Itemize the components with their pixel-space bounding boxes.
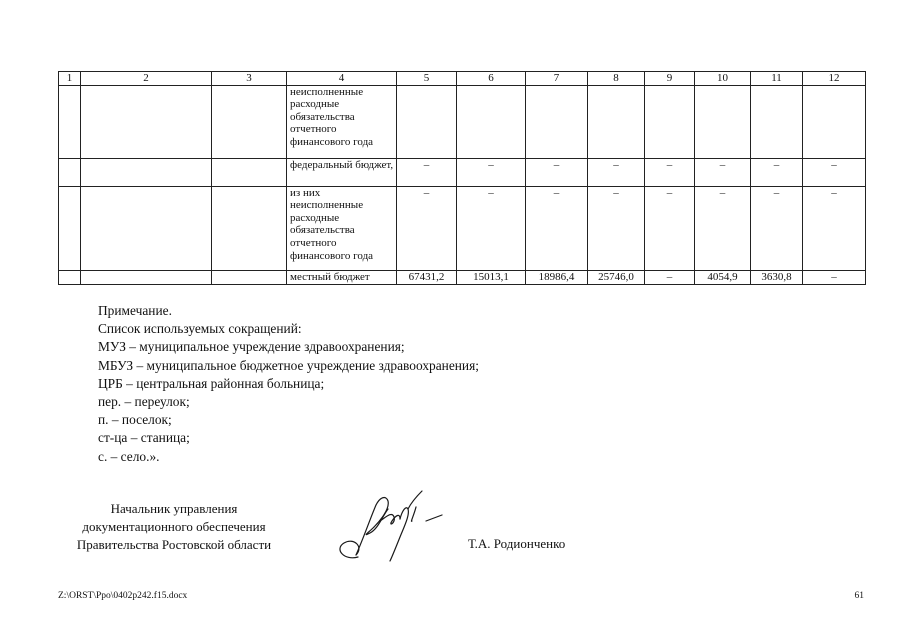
value-cell: – (397, 186, 457, 270)
value-cell: – (457, 186, 526, 270)
row-label: местный бюджет (287, 270, 397, 284)
value-cell: – (751, 186, 803, 270)
budget-table (58, 71, 866, 285)
value-cell (803, 85, 866, 158)
value-cell: – (526, 158, 588, 186)
abbreviation-item: с. – село.». (98, 448, 160, 464)
signer-position (58, 500, 290, 554)
empty-cell (59, 85, 81, 158)
value-cell (588, 85, 645, 158)
value-cell: – (526, 186, 588, 270)
empty-cell (81, 85, 212, 158)
header-cell: 8 (588, 72, 645, 86)
abbreviations-title: Список используемых сокращений: (98, 321, 302, 337)
abbreviation-item: ст-ца – станица; (98, 430, 190, 446)
header-cell: 7 (526, 72, 588, 86)
value-cell: – (588, 186, 645, 270)
value-cell (751, 85, 803, 158)
signer-name: Т.А. Родионченко (468, 536, 566, 551)
value-cell: 4054,9 (695, 270, 751, 284)
row-label: неисполненные расходные обязательства отчетного финансового года (287, 85, 397, 158)
empty-cell (212, 186, 287, 270)
table-row (59, 85, 866, 158)
empty-cell (81, 158, 212, 186)
signer-position-line: Начальник управления (110, 501, 238, 516)
abbreviation-item: МБУЗ – муниципальное бюджетное учреждение здравоохранения; (98, 357, 479, 373)
table-header-row (59, 72, 866, 86)
notes-title: Примечание. (98, 303, 172, 318)
value-cell: – (695, 158, 751, 186)
value-cell (526, 85, 588, 158)
empty-cell (59, 158, 81, 186)
value-cell: 67431,2 (397, 270, 457, 284)
value-cell: – (803, 158, 866, 186)
abbreviation-item: п. – поселок; (98, 412, 172, 428)
header-cell: 11 (751, 72, 803, 86)
abbreviation-item: пер. – переулок; (98, 394, 190, 410)
value-cell: 18986,4 (526, 270, 588, 284)
value-cell: 3630,8 (751, 270, 803, 284)
empty-cell (59, 270, 81, 284)
notes-section (98, 302, 479, 466)
value-cell: – (645, 186, 695, 270)
value-cell: – (588, 158, 645, 186)
header-cell: 3 (212, 72, 287, 86)
page-number: 61 (854, 591, 864, 601)
header-cell: 5 (397, 72, 457, 86)
value-cell: 25746,0 (588, 270, 645, 284)
header-cell: 9 (645, 72, 695, 86)
value-cell (457, 85, 526, 158)
handwritten-signature (330, 487, 450, 565)
header-cell: 1 (59, 72, 81, 86)
table-row (59, 186, 866, 270)
empty-cell (212, 270, 287, 284)
value-cell: – (803, 270, 866, 284)
value-cell: – (645, 270, 695, 284)
abbreviation-item: ЦРБ – центральная районная больница; (98, 375, 325, 391)
value-cell: – (751, 158, 803, 186)
empty-cell (212, 158, 287, 186)
value-cell (695, 85, 751, 158)
empty-cell (81, 186, 212, 270)
signer-position-line: Правительства Ростовской области (76, 537, 272, 552)
value-cell (397, 85, 457, 158)
value-cell: – (457, 158, 526, 186)
abbreviation-item: МУЗ – муниципальное учреждение здравоохранения; (98, 339, 405, 355)
empty-cell (81, 270, 212, 284)
row-label: из них неисполненные расходные обязательства отчетного финансового года (287, 186, 397, 270)
empty-cell (212, 85, 287, 158)
file-path: Z:\ORST\Ppo\0402p242.f15.docx (58, 591, 188, 601)
signer-position-line: документационного обеспечения (82, 519, 266, 534)
row-label: федеральный бюджет, (287, 158, 397, 186)
value-cell: – (695, 186, 751, 270)
value-cell: – (803, 186, 866, 270)
value-cell: – (397, 158, 457, 186)
header-cell: 12 (803, 72, 866, 86)
header-cell: 4 (287, 72, 397, 86)
empty-cell (59, 186, 81, 270)
header-cell: 6 (457, 72, 526, 86)
header-cell: 2 (81, 72, 212, 86)
value-cell: 15013,1 (457, 270, 526, 284)
header-cell: 10 (695, 72, 751, 86)
table-row (59, 270, 866, 284)
value-cell (645, 85, 695, 158)
table-row (59, 158, 866, 186)
value-cell: – (645, 158, 695, 186)
